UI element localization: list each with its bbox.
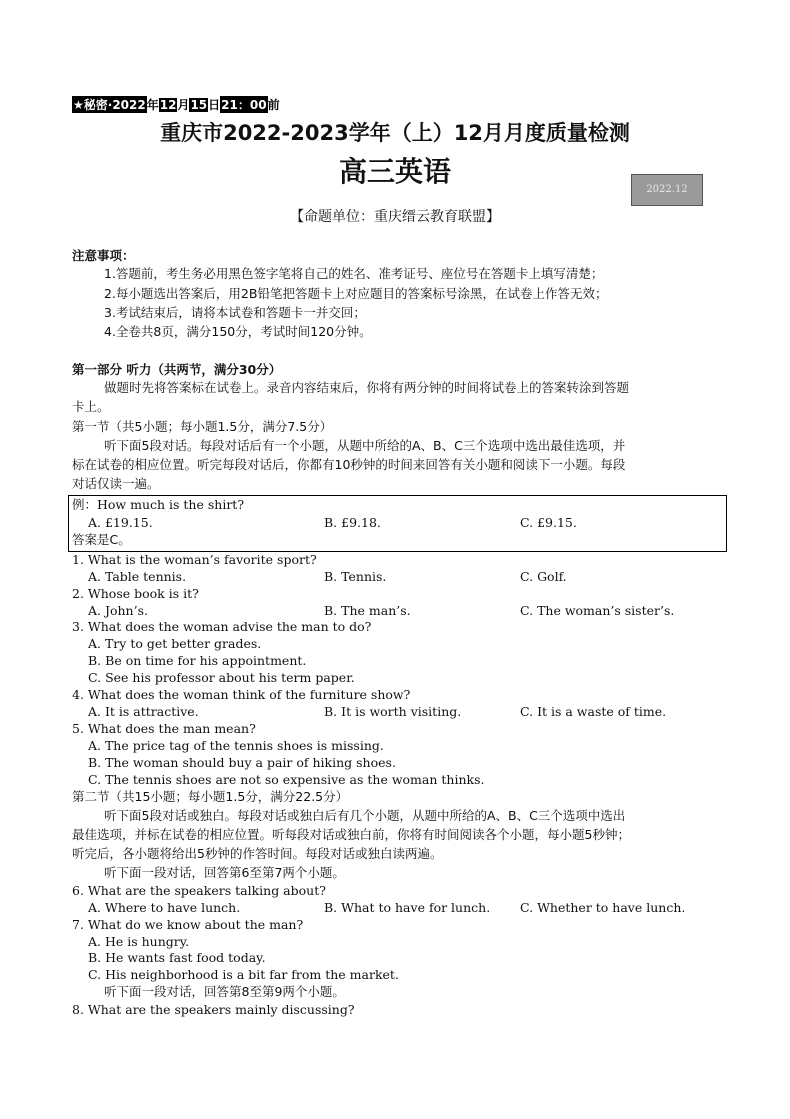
q2-option-a: A. John’s. xyxy=(88,603,148,618)
q6-option-a: A. Where to have lunch. xyxy=(88,900,241,915)
question-2: 2. Whose book is it? xyxy=(72,586,199,601)
q4-option-c: C. It is a waste of time. xyxy=(520,704,667,719)
q1-option-c: C. Golf. xyxy=(520,569,567,584)
q3-option-a: A. Try to get better grades. xyxy=(88,636,262,651)
q5-option-b: B. The woman should buy a pair of hiking shoes. xyxy=(88,755,396,770)
q7-option-b: B. He wants fast food today. xyxy=(88,950,266,965)
section1-heading: 第一节（共5小题；每小题1.5分，满分7.5分） xyxy=(72,419,333,434)
q7-option-c: C. His neighborhood is a bit far from the market. xyxy=(88,967,399,982)
issuing-unit: 【命题单位：重庆缙云教育联盟】 xyxy=(290,209,500,225)
example-option-b: B. £9.18. xyxy=(324,515,381,530)
section2-heading: 第二节（共15小题；每小题1.5分，满分22.5分） xyxy=(72,789,349,804)
q6-option-b: B. What to have for lunch. xyxy=(324,900,491,915)
secret-part: 年 xyxy=(146,98,159,112)
section1-instruction: 标在试卷的相应位置。听完每段对话后，你都有10秒钟的时间来回答有关小题和阅读下一小题。每段 xyxy=(72,457,626,472)
notice-item: 2.每小题选出答案后，用2B铅笔把答题卡上对应题目的答案标号涂黑，在试卷上作答无效； xyxy=(104,286,608,301)
part1-heading: 第一部分 听力（共两节，满分30分） xyxy=(72,362,282,377)
question-3: 3. What does the woman advise the man to do? xyxy=(72,619,372,634)
example-answer: 答案是C。 xyxy=(72,532,131,547)
notice-item: 3.考试结束后，请将本试卷和答题卡一并交回； xyxy=(104,305,366,320)
question-6: 6. What are the speakers talking about? xyxy=(72,883,326,898)
part1-intro: 做题时先将答案标在试卷上。录音内容结束后，你将有两分钟的时间将试卷上的答案转涂到答题 xyxy=(104,380,630,395)
notice-item: 1.答题前，考生务必用黑色签字笔将自己的姓名、准考证号、座位号在答题卡上填写清楚； xyxy=(104,266,604,281)
confidential-notice xyxy=(72,96,280,113)
q5-option-c: C. The tennis shoes are not so expensive as the woman thinks. xyxy=(88,772,485,787)
section2-instruction: 听完后，各小题将给出5秒钟的作答时间。每段对话或独白读两遍。 xyxy=(72,846,443,861)
question-5: 5. What does the man mean? xyxy=(72,721,256,736)
q2-option-b: B. The man’s. xyxy=(324,603,411,618)
q7-option-a: A. He is hungry. xyxy=(88,934,190,949)
section2-instruction: 最佳选项，并标在试卷的相应位置。听每段对话或独白前，你将有时间阅读各个小题，每小题5秒钟； xyxy=(72,827,630,842)
section1-instruction: 对话仅读一遍。 xyxy=(72,476,160,491)
question-8: 8. What are the speakers mainly discussing? xyxy=(72,1002,355,1017)
secret-part: 前 xyxy=(267,98,280,112)
q5-option-a: A. The price tag of the tennis shoes is missing. xyxy=(88,738,384,753)
secret-part: 日 xyxy=(208,98,221,112)
question-7: 7. What do we know about the man? xyxy=(72,917,304,932)
notice-item: 4.全卷共8页，满分150分，考试时间120分钟。 xyxy=(104,324,372,339)
exam-subject: 高三英语 xyxy=(338,155,451,188)
part1-intro: 卡上。 xyxy=(72,399,110,414)
q2-option-c: C. The woman’s sister’s. xyxy=(520,603,675,618)
q1-option-b: B. Tennis. xyxy=(324,569,387,584)
q3-option-b: B. Be on time for his appointment. xyxy=(88,653,307,668)
secret-part: 12 xyxy=(159,98,177,112)
group-instruction: 听下面一段对话，回答第8至第9两个小题。 xyxy=(104,984,345,999)
secret-part: 15 xyxy=(190,98,208,112)
section2-instruction: 听下面5段对话或独白。每段对话或独白后有几个小题，从题中所给的A、B、C三个选项中选出 xyxy=(104,808,626,823)
secret-part: 21：00 xyxy=(221,98,267,112)
exam-title: 重庆市2022-2023学年（上）12月月度质量检测 xyxy=(160,121,630,145)
notice-heading: 注意事项： xyxy=(72,248,135,263)
q4-option-b: B. It is worth visiting. xyxy=(324,704,462,719)
secret-part: 月 xyxy=(177,98,190,112)
example-option-a: A. £19.15. xyxy=(88,515,153,530)
section1-instruction: 听下面5段对话。每段对话后有一个小题，从题中所给的A、B、C三个选项中选出最佳选项，并 xyxy=(104,438,626,453)
q3-option-c: C. See his professor about his term paper. xyxy=(88,670,355,685)
q1-option-a: A. Table tennis. xyxy=(88,569,187,584)
q6-option-c: C. Whether to have lunch. xyxy=(520,900,686,915)
example-question: 例：How much is the shirt? xyxy=(72,497,245,512)
q4-option-a: A. It is attractive. xyxy=(88,704,199,719)
example-option-c: C. £9.15. xyxy=(520,515,577,530)
question-1: 1. What is the woman’s favorite sport? xyxy=(72,552,317,567)
secret-part: ★秘密·2022 xyxy=(73,98,146,112)
question-4: 4. What does the woman think of the furniture show? xyxy=(72,687,411,702)
group-instruction: 听下面一段对话，回答第6至第7两个小题。 xyxy=(104,865,345,880)
date-stamp: 2022.12 xyxy=(631,174,703,206)
